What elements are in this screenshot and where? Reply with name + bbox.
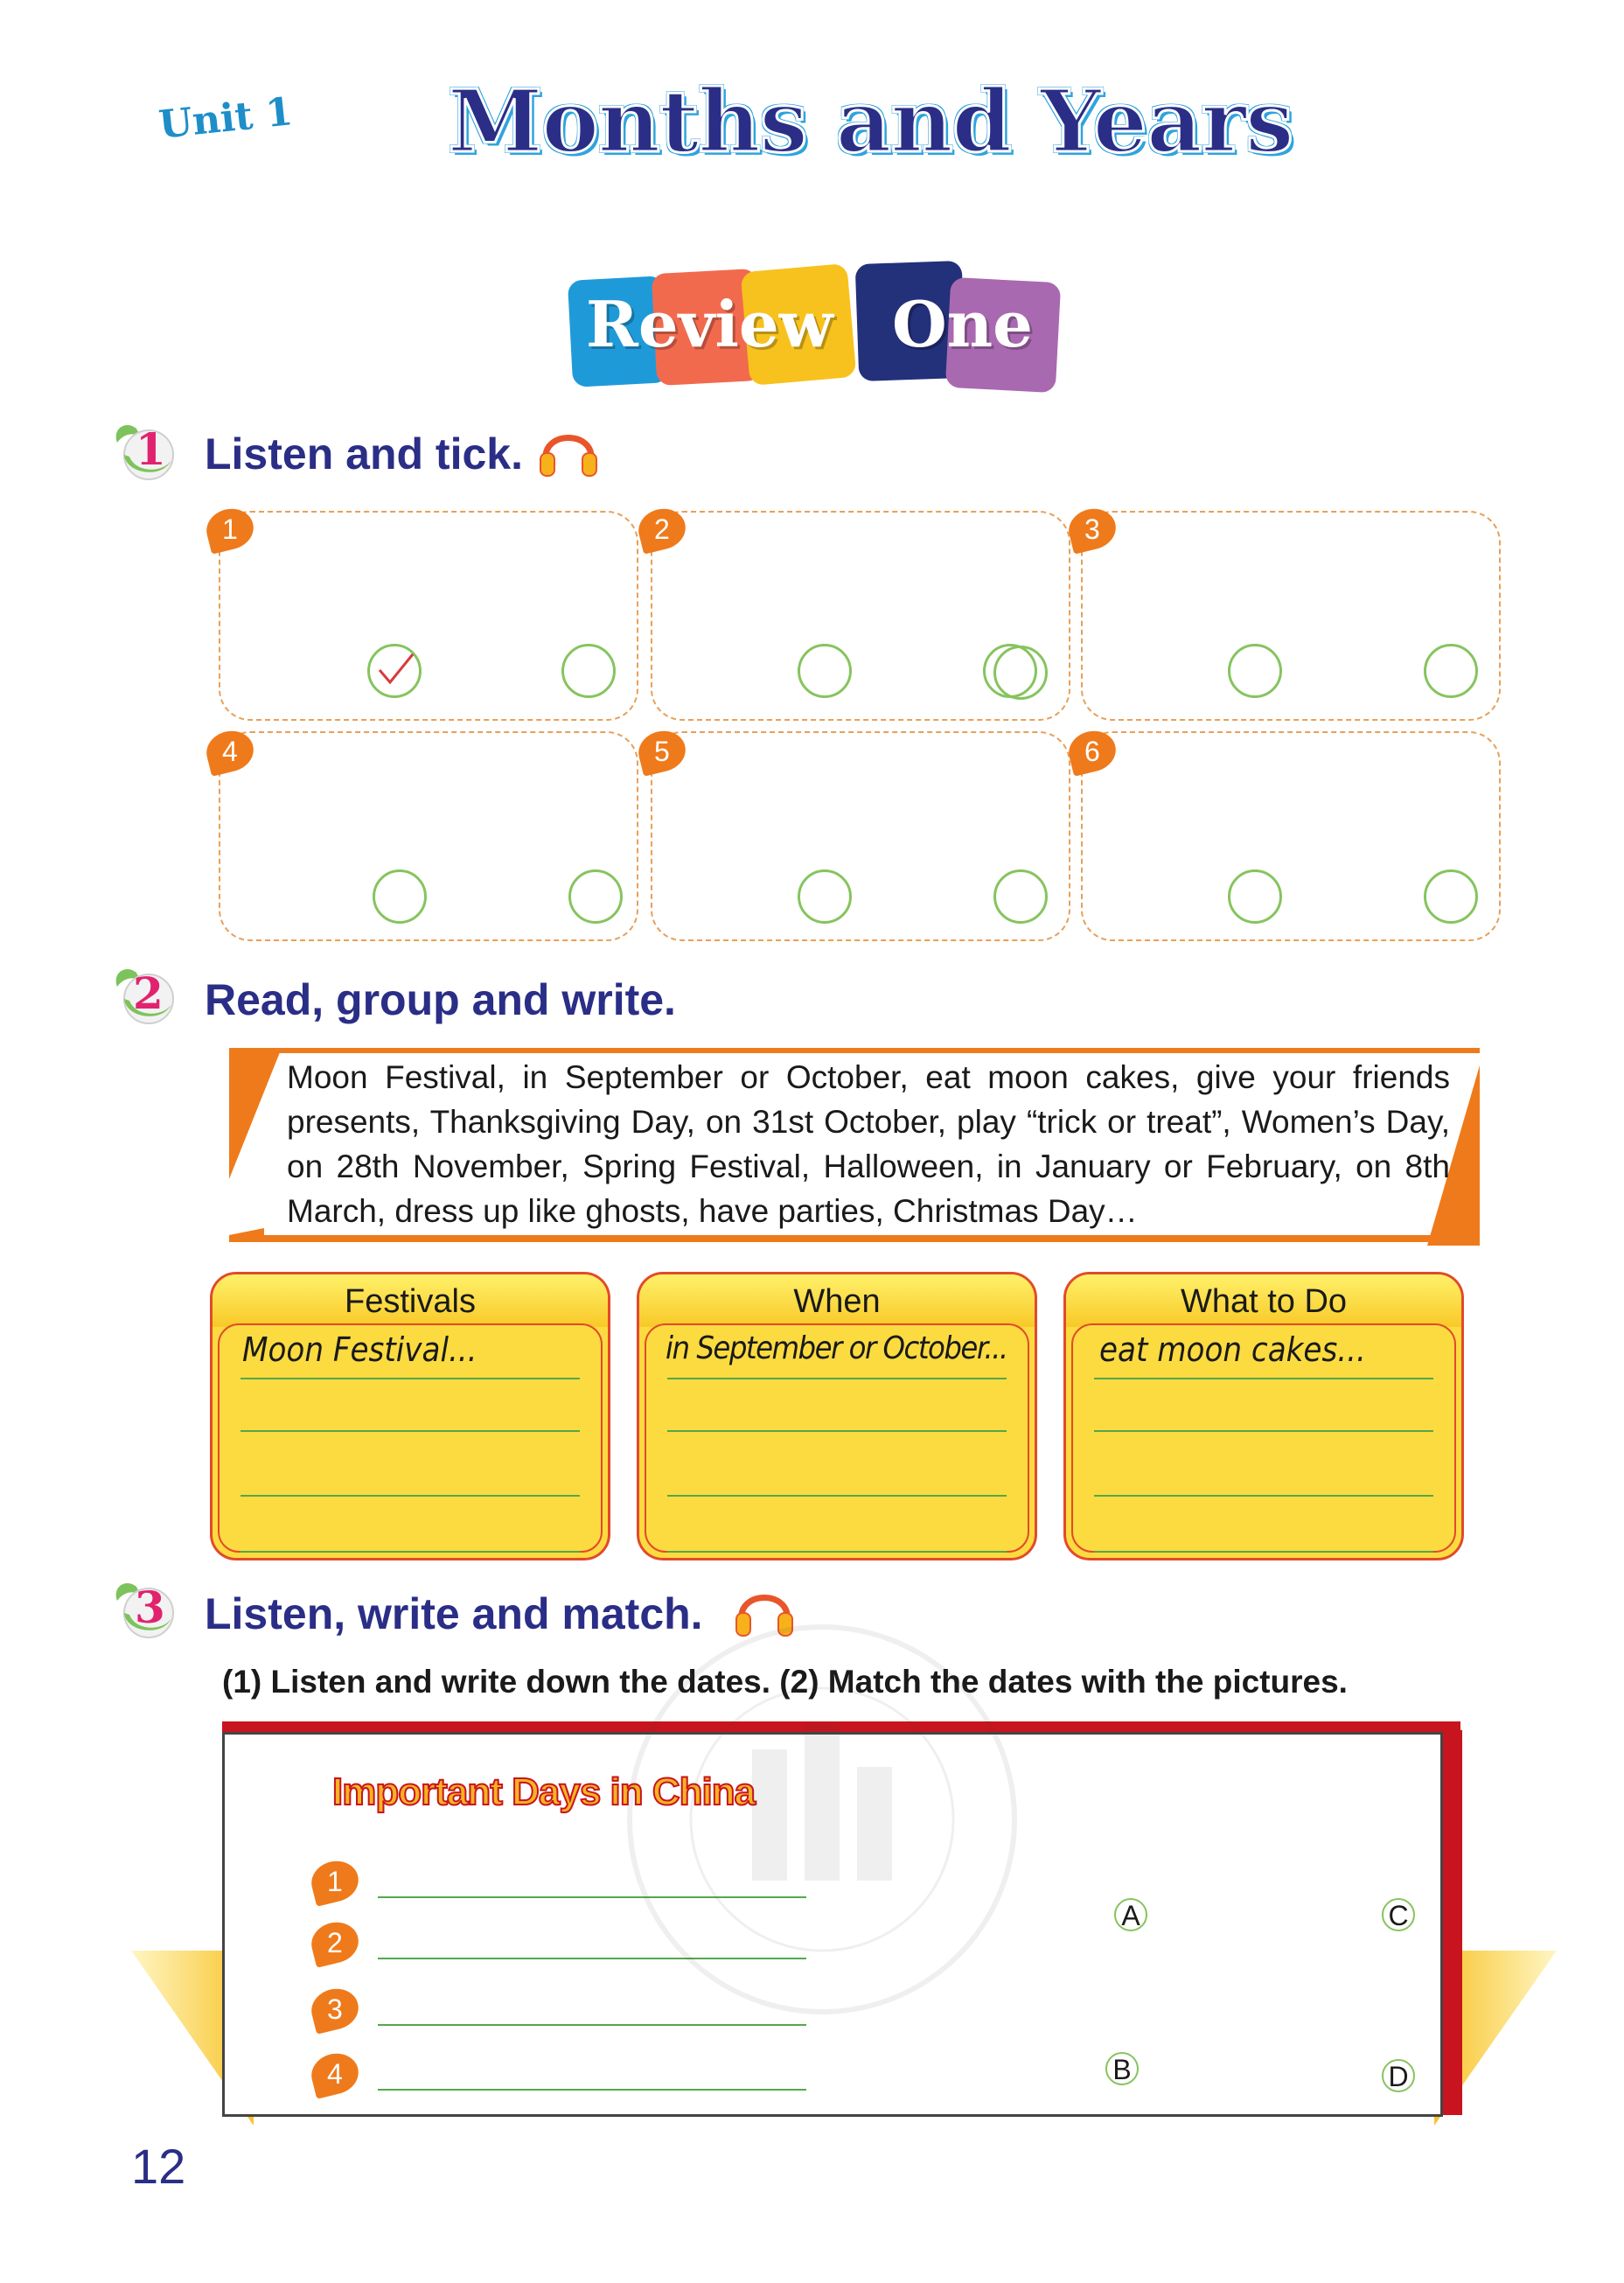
what-to-do-writing-area (1071, 1323, 1456, 1553)
picture-label-a[interactable]: A (1114, 1898, 1147, 1931)
section-3-title: Listen, write and match. (205, 1589, 703, 1638)
write-line[interactable] (1094, 1430, 1433, 1432)
tick-circle[interactable] (798, 869, 852, 924)
review-one-banner (570, 262, 1060, 394)
tick-circle[interactable] (367, 644, 422, 698)
section-1-title: Listen and tick. (205, 429, 523, 478)
section-3-number: 3 (135, 1581, 165, 1633)
when-writing-area (645, 1323, 1029, 1553)
one-word: One (892, 287, 1033, 361)
panel-number-badge: 3 (1064, 504, 1120, 555)
write-line[interactable] (240, 1551, 580, 1553)
write-line[interactable] (240, 1430, 580, 1432)
tick-circle[interactable] (1424, 644, 1478, 698)
item-number-badge: 4 (307, 2049, 363, 2099)
unit-label: Unit 1 (157, 89, 296, 148)
section-1-number: 1 (136, 423, 166, 475)
publisher-watermark (621, 1618, 1023, 2021)
tick-circle[interactable] (1424, 869, 1478, 924)
tick-circle[interactable] (798, 644, 852, 698)
festivals-writing-area (218, 1323, 603, 1553)
review-word: Review (586, 287, 833, 361)
panel-number-badge: 4 (202, 726, 258, 777)
write-line[interactable] (1094, 1495, 1433, 1497)
when-example: in September or October... (666, 1330, 1007, 1366)
festivals-example: Moon Festival... (242, 1330, 477, 1369)
tick-circle[interactable] (1228, 869, 1282, 924)
date-write-line[interactable] (378, 2024, 806, 2026)
picture-label-d[interactable]: D (1382, 2059, 1415, 2092)
page-number: 12 (131, 2139, 186, 2194)
section-3-instruction: (1) Listen and write down the dates. (2) Match the dates with the pictures. (222, 1664, 1348, 1700)
page-title: Months and Years (448, 72, 1293, 172)
what-to-do-example: eat moon cakes... (1099, 1330, 1366, 1369)
tick-circle[interactable] (561, 644, 616, 698)
date-write-line[interactable] (378, 2089, 806, 2091)
tick-circle[interactable] (373, 869, 427, 924)
festivals-column (210, 1272, 610, 1560)
panel-number-badge: 5 (634, 726, 690, 777)
what-to-do-header: What to Do (1066, 1274, 1461, 1327)
tick-circle[interactable] (568, 869, 623, 924)
what-to-do-column (1063, 1272, 1464, 1560)
tick-circle[interactable] (993, 646, 1048, 700)
tick-circle[interactable] (993, 869, 1048, 924)
write-line[interactable] (1094, 1378, 1433, 1379)
check-mark-icon (367, 644, 422, 698)
write-line[interactable] (240, 1378, 580, 1379)
panel-number-badge: 6 (1064, 726, 1120, 777)
word-bank-box (229, 1048, 1480, 1246)
important-days-title: Important Days in China (332, 1770, 756, 1813)
frame-side-edge (1443, 1730, 1462, 2115)
when-column (637, 1272, 1037, 1560)
write-line[interactable] (1094, 1551, 1433, 1553)
section-2-title: Read, group and write. (205, 975, 676, 1024)
picture-label-b[interactable]: B (1105, 2052, 1139, 2085)
item-number-badge: 3 (307, 1984, 363, 2035)
picture-label-c[interactable]: C (1382, 1898, 1415, 1931)
write-line[interactable] (667, 1378, 1007, 1379)
write-line[interactable] (667, 1495, 1007, 1497)
panel-number-badge: 1 (202, 504, 258, 555)
item-number-badge: 1 (307, 1856, 363, 1907)
word-bank-text: Moon Festival, in September or October, eat moon cakes, give your friends presents, Thanksgiving Day, on 31st October, play “trick or treat”, Women’s Day, on 28th November, Spring Festival, Halloween, in January or February, on 8th March, dress up like ghosts, have parties, Christmas Day… (287, 1059, 1450, 1229)
festivals-header: Festivals (213, 1274, 608, 1327)
item-number-badge: 2 (307, 1917, 363, 1968)
section-2-number: 2 (133, 967, 164, 1019)
write-line[interactable] (667, 1551, 1007, 1553)
tick-circle[interactable] (1228, 644, 1282, 698)
write-line[interactable] (667, 1430, 1007, 1432)
panel-number-badge: 2 (634, 504, 690, 555)
write-line[interactable] (240, 1495, 580, 1497)
headphones-icon[interactable] (537, 422, 600, 479)
when-header: When (639, 1274, 1035, 1327)
